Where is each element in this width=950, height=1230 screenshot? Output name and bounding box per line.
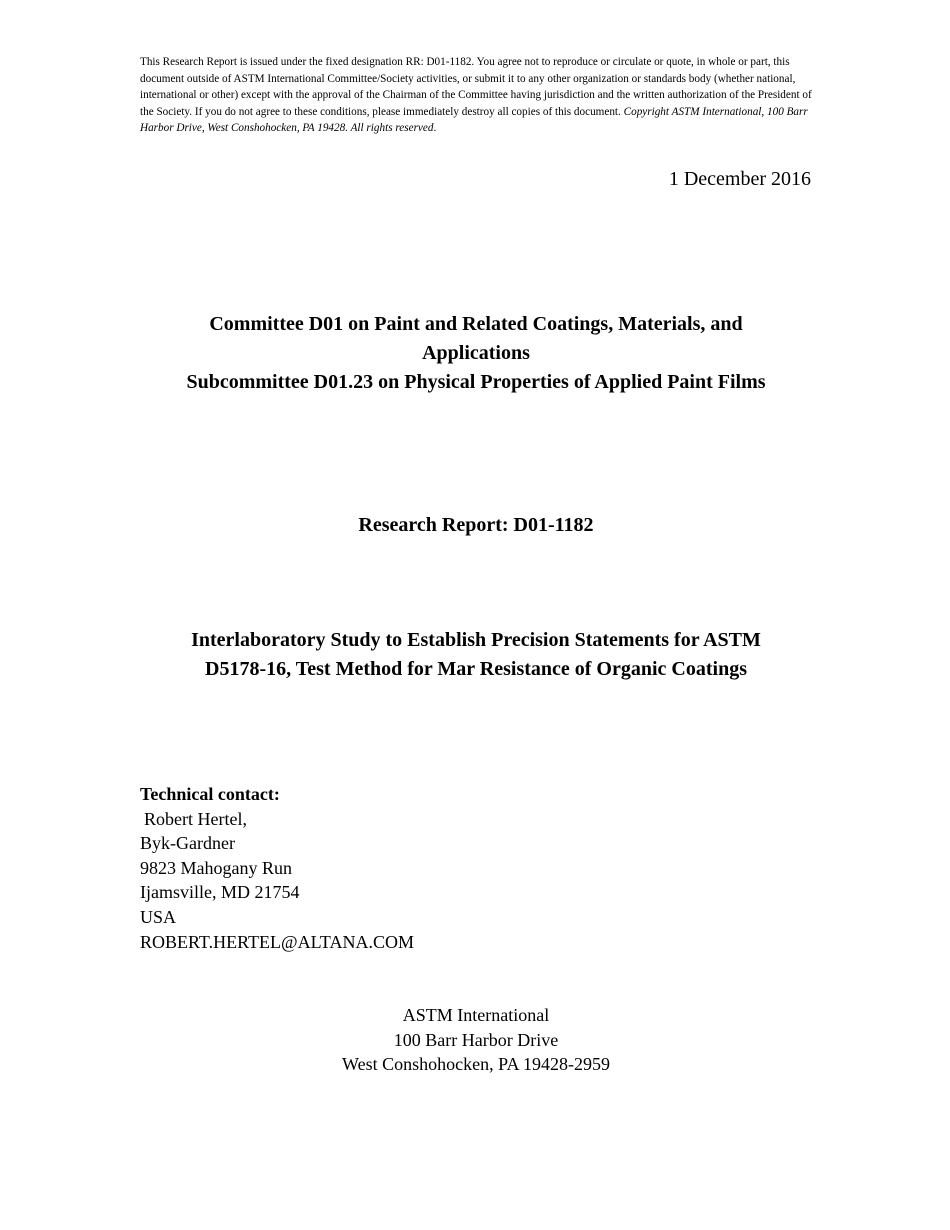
contact-email: ROBERT.HERTEL@ALTANA.COM [140, 931, 414, 952]
subcommittee-line: Subcommittee D01.23 on Physical Properties of Applied Paint Films [186, 371, 766, 393]
contact-heading: Technical contact: [140, 784, 280, 804]
contact-city: Ijamsville, MD 21754 [140, 882, 300, 903]
committee-line-1: Committee D01 on Paint and Related Coatings, Materials, and [209, 313, 743, 335]
contact-company: Byk-Gardner [140, 833, 235, 854]
notice-text: This Research Report is issued under the fixed designation RR: D01-1182. You agree not to reproduce or circulate or quote, in whole or part, this document outside of ASTM International Committee/Society activities, or submit it to any other organization or standards body (whether national, international or other) except with the approval of the Chairman of the Committee having jurisdiction and the written authorization of the President of the Society. If you do not agree to these conditions, please immediately destroy all copies of this document. [140, 56, 812, 118]
distribution-notice [140, 54, 812, 137]
committee-heading [140, 310, 812, 397]
contact-country: USA [140, 906, 177, 927]
study-title-line-1: Interlaboratory Study to Establish Precision Statements for ASTM [191, 629, 761, 651]
notice-period: . [433, 122, 437, 135]
report-number: Research Report: D01-1182 [358, 514, 594, 536]
astm-address [140, 1003, 812, 1077]
study-title-line-2: D5178-16, Test Method for Mar Resistance of Organic Coatings [205, 658, 747, 680]
technical-contact [140, 782, 414, 954]
report-date: 1 December 2016 [668, 168, 811, 190]
astm-name: ASTM International [402, 1005, 550, 1025]
study-title [140, 626, 812, 684]
astm-city: West Conshohocken, PA 19428-2959 [342, 1054, 610, 1075]
committee-line-2: Applications [422, 342, 530, 364]
contact-name: Robert Hertel, [144, 808, 247, 829]
contact-street: 9823 Mahogany Run [140, 857, 292, 878]
astm-street: 100 Barr Harbor Drive [393, 1029, 559, 1050]
copyright-line: Copyright ASTM International, 100 Barr Harbor Drive, West Conshohocken, PA 19428. All rights reserved [140, 105, 808, 135]
